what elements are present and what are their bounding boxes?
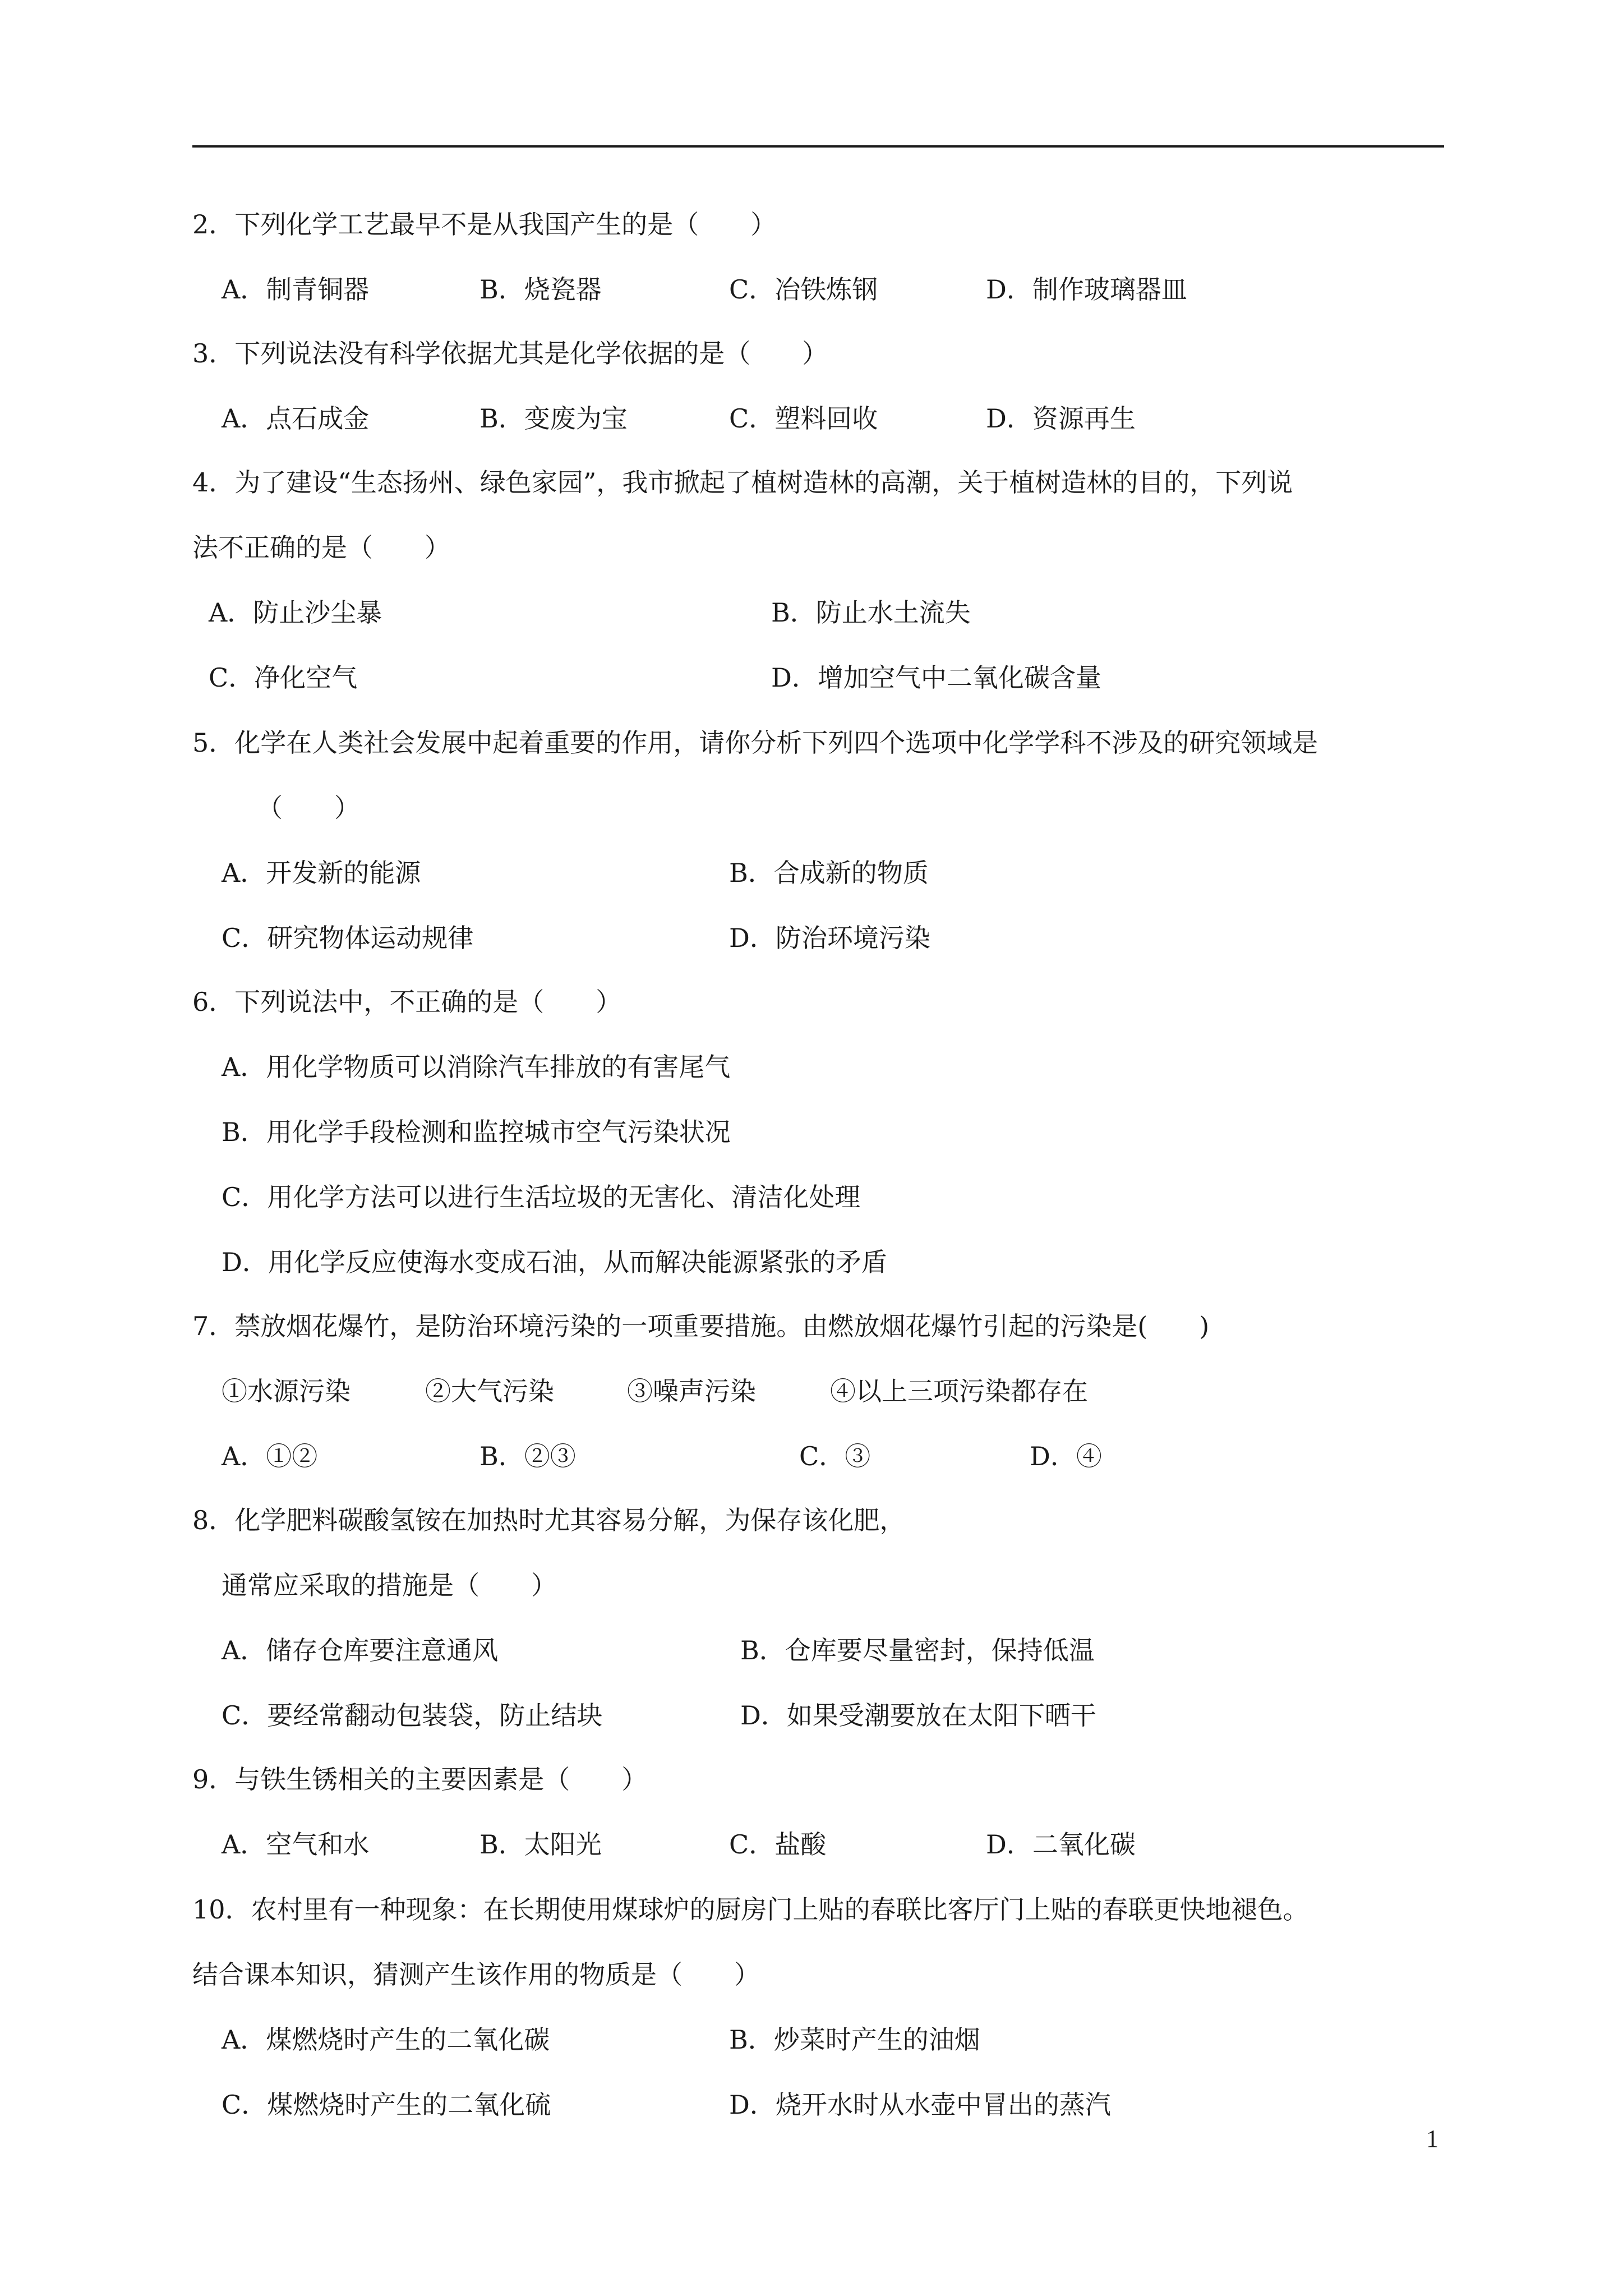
- question-5-option-a: A．开发新的能源: [222, 858, 421, 888]
- question-5-option-d: D．防治环境污染: [729, 923, 930, 953]
- question-5-stem-line-2: （ ）: [257, 793, 360, 823]
- question-9-option-b: B．太阳光: [479, 1829, 602, 1860]
- question-2-option-d: D．制作玻璃器皿: [986, 274, 1187, 305]
- question-5-option-c: C．研究物体运动规律: [222, 923, 474, 953]
- question-7-item-4: ④以上三项污染都存在: [830, 1376, 1088, 1406]
- question-7-item-2: ②大气污染: [425, 1376, 554, 1406]
- question-8-stem-line-2: 通常应采取的措施是（ ）: [222, 1570, 557, 1600]
- question-7-item-3: ③噪声污染: [627, 1376, 756, 1406]
- question-8-option-d: D．如果受潮要放在太阳下晒干: [740, 1700, 1096, 1731]
- question-10-option-c: C．煤燃烧时产生的二氧化硫: [222, 2090, 551, 2120]
- question-4-stem-line-2: 法不正确的是（ ）: [192, 532, 450, 563]
- question-8-option-c: C．要经常翻动包装袋，防止结块: [222, 1700, 603, 1731]
- question-5-option-b: B．合成新的物质: [729, 858, 929, 888]
- question-9-option-a: A．空气和水: [222, 1829, 370, 1860]
- question-8-option-a: A．储存仓库要注意通风: [222, 1635, 499, 1665]
- question-2-option-c: C．冶铁炼钢: [729, 274, 878, 305]
- question-10-option-a: A．煤燃烧时产生的二氧化碳: [222, 2024, 550, 2055]
- page-number: 1: [1426, 2125, 1438, 2152]
- question-10-option-d: D．烧开水时从水壶中冒出的蒸汽: [729, 2090, 1111, 2120]
- question-3-option-b: B．变废为宝: [479, 403, 628, 434]
- header-rule: [192, 145, 1444, 148]
- question-2-option-b: B．烧瓷器: [479, 274, 602, 305]
- question-4-option-c: C．净化空气: [209, 662, 358, 693]
- question-4-option-b: B．防止水土流失: [771, 597, 971, 628]
- question-3-stem: 3．下列说法没有科学依据尤其是化学依据的是（ ）: [192, 338, 828, 369]
- question-10-stem-line-1: 10．农村里有一种现象：在长期使用煤球炉的厨房门上贴的春联比客厅门上贴的春联更快地褪色。: [192, 1894, 1309, 1925]
- question-6-option-d: D．用化学反应使海水变成石油，从而解决能源紧张的矛盾: [222, 1247, 887, 1277]
- question-4-option-a: A．防止沙尘暴: [209, 597, 382, 628]
- question-4-option-d: D．增加空气中二氧化碳含量: [771, 662, 1101, 693]
- question-6-option-b: B．用化学手段检测和监控城市空气污染状况: [222, 1117, 731, 1147]
- question-8-stem-line-1: 8．化学肥料碳酸氢铵在加热时尤其容易分解，为保存该化肥，: [192, 1505, 906, 1535]
- question-7-option-a: A．①②: [222, 1441, 318, 1471]
- question-4-stem-line-1: 4．为了建设“生态扬州、绿色家园”，我市掀起了植树造林的高潮，关于植树造林的目的，下列说: [192, 467, 1293, 498]
- question-6-stem: 6．下列说法中，不正确的是（ ）: [192, 987, 622, 1017]
- question-3-option-a: A．点石成金: [222, 403, 370, 434]
- question-10-stem-line-2: 结合课本知识，猜测产生该作用的物质是（ ）: [192, 1959, 760, 1990]
- question-6-option-c: C．用化学方法可以进行生活垃圾的无害化、清洁化处理: [222, 1182, 861, 1212]
- question-7-option-d: D．④: [1030, 1441, 1102, 1471]
- question-8-option-b: B．仓库要尽量密封，保持低温: [740, 1635, 1095, 1665]
- question-7-option-b: B．②③: [479, 1441, 576, 1471]
- question-7-option-c: C．③: [799, 1441, 871, 1471]
- question-3-option-c: C．塑料回收: [729, 403, 878, 434]
- question-9-option-d: D．二氧化碳: [986, 1829, 1136, 1860]
- question-7-item-1: ①水源污染: [222, 1376, 351, 1406]
- question-7-stem: 7．禁放烟花爆竹，是防治环境污染的一项重要措施。由燃放烟花爆竹引起的污染是( ): [192, 1311, 1210, 1341]
- question-10-option-b: B．炒菜时产生的油烟: [729, 2024, 980, 2055]
- question-2-stem: 2．下列化学工艺最早不是从我国产生的是（ ）: [192, 209, 777, 240]
- question-9-option-c: C．盐酸: [729, 1829, 827, 1860]
- question-2-option-a: A．制青铜器: [222, 274, 370, 305]
- question-3-option-d: D．资源再生: [986, 403, 1136, 434]
- question-9-stem: 9．与铁生锈相关的主要因素是（ ）: [192, 1764, 648, 1795]
- question-5-stem-line-1: 5．化学在人类社会发展中起着重要的作用，请你分析下列四个选项中化学学科不涉及的研究领域是: [192, 728, 1318, 758]
- question-6-option-a: A．用化学物质可以消除汽车排放的有害尾气: [222, 1052, 731, 1082]
